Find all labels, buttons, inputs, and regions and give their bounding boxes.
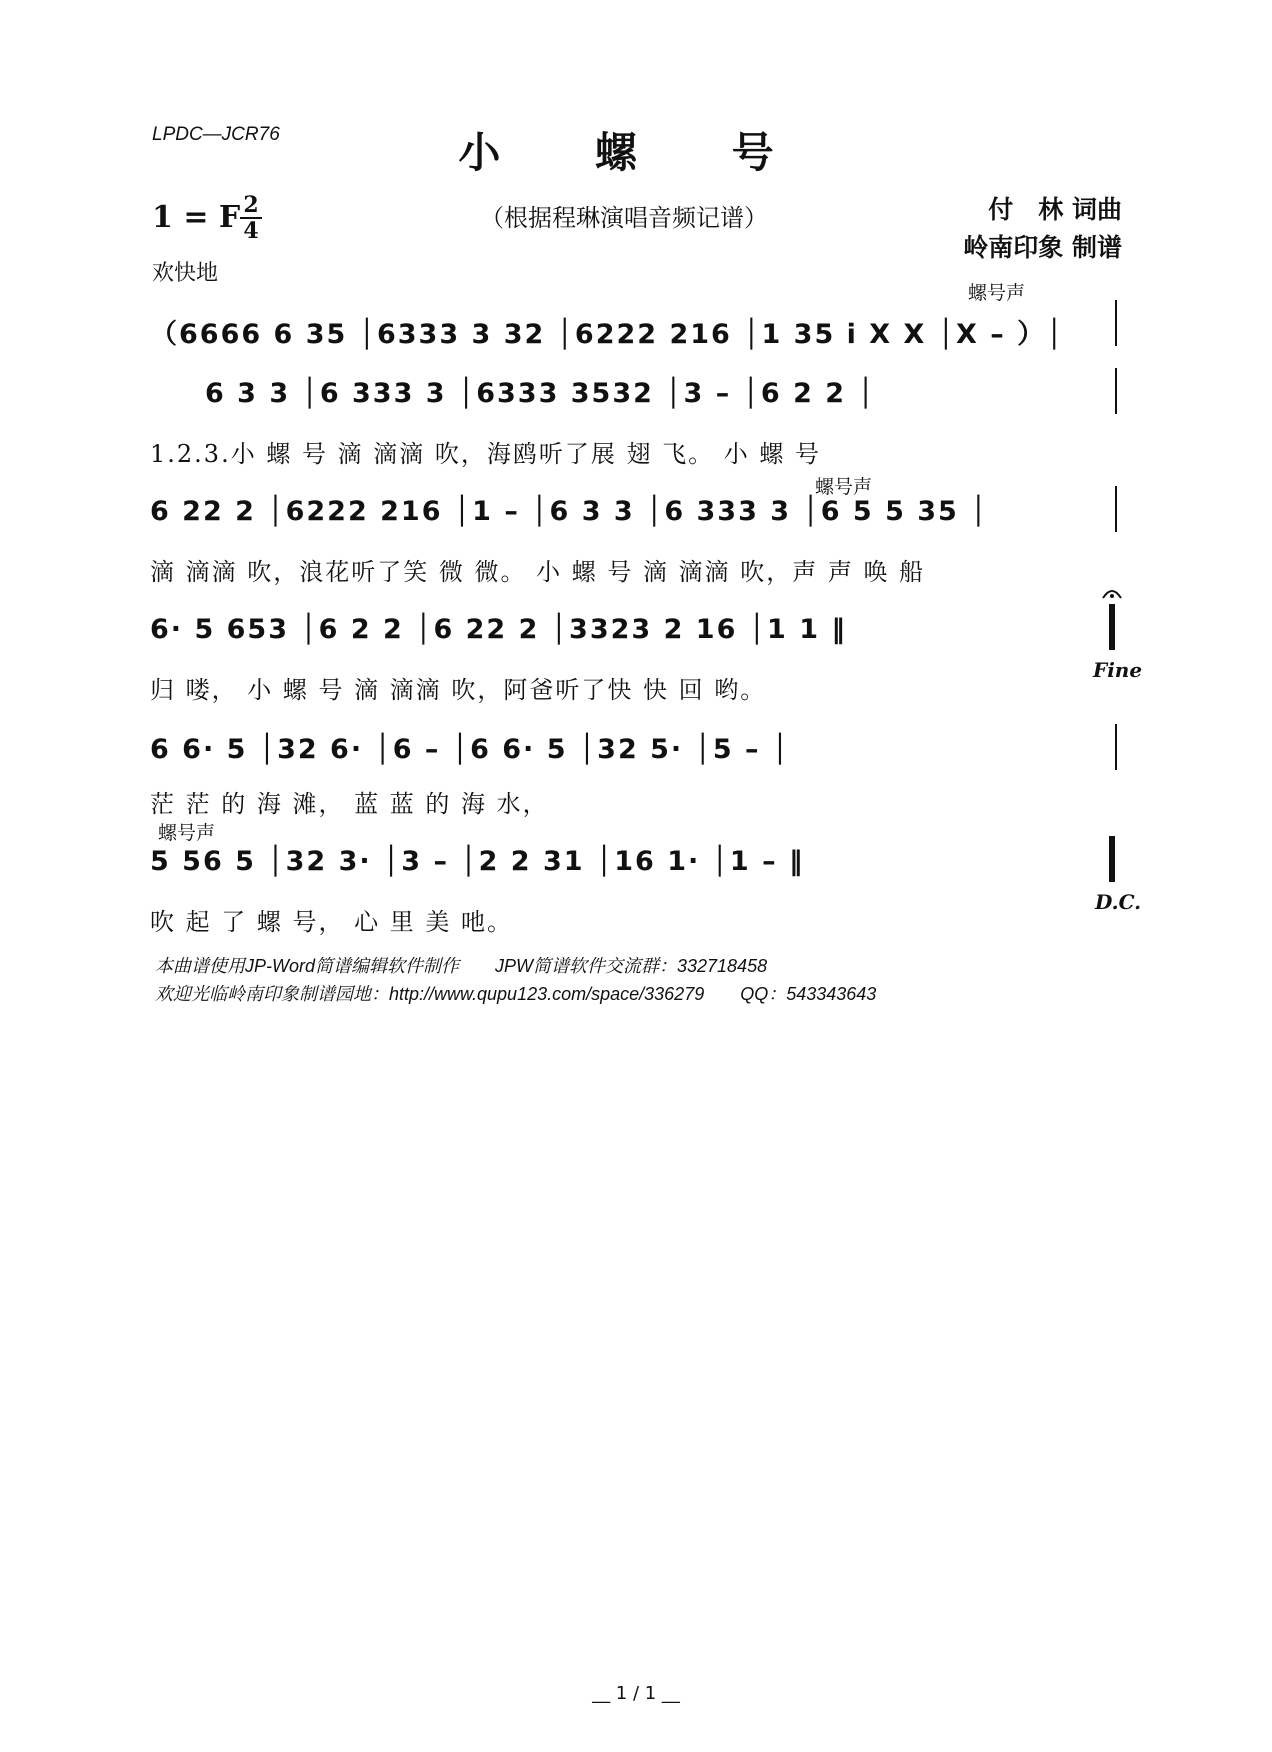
- score-line-5: 6 6· 5 │32 6· │6 – │6 6· 5 │32 5· │5 – │: [150, 734, 791, 765]
- score-line-6: 5 56 5 │32 3· │3 – │2 2 31 │16 1· │1 – ‖: [150, 846, 805, 877]
- subtitle: （根据程琳演唱音频记谱）: [480, 204, 768, 232]
- song-title: 小 螺 号: [458, 128, 814, 177]
- score-line-2: 6 3 3 │6 333 3 │6333 3532 │3 – │6 2 2 │: [205, 378, 876, 409]
- score-line-3: 6 22 2 │6222 216 │1 – │6 3 3 │6 333 3 │6 5 5 35 │: [150, 496, 989, 527]
- lyric-line-2: 1.2.3.小 螺 号 滴 滴滴 吹，海鸥听了展 翅 飞。 小 螺 号: [150, 440, 821, 468]
- lyric-line-3: 滴 滴滴 吹，浪花听了笑 微 微。 小 螺 号 滴 滴滴 吹，声 声 唤 船: [150, 558, 926, 586]
- lyric-line-6: 吹 起 了 螺 号， 心 里 美 吔。: [150, 908, 514, 936]
- tempo-marking: 欢快地: [152, 261, 219, 286]
- fine-marking: Fine: [1093, 658, 1143, 682]
- fermata-dot-icon: [1110, 594, 1114, 598]
- conch-sound-label-2: 螺号声: [815, 476, 873, 498]
- conch-sound-label: 螺号声: [968, 282, 1026, 304]
- lyricist-credit: 付 林 词曲: [988, 195, 1122, 224]
- lyric-line-5: 茫 茫 的 海 滩， 蓝 蓝 的 海 水，: [150, 790, 549, 818]
- dc-marking: D.C.: [1095, 890, 1142, 914]
- key-signature: 1 = F: [152, 200, 241, 235]
- conch-sound-label-3: 螺号声: [158, 822, 216, 844]
- footer-software: 本曲谱使用JP-Word简谱编辑软件制作 JPW简谱软件交流群：332718458: [155, 956, 768, 976]
- time-signature-top: 2: [243, 192, 259, 218]
- score-line-4: 6· 5 653 │6 2 2 │6 22 2 │3323 2 16 │1 1 ‖: [150, 614, 847, 645]
- page-number: __ 1 / 1 __: [592, 1683, 680, 1704]
- score-line-1: （6666 6 35 │6333 3 32 │6222 216 │1 35 i̇ X X │X – ）│: [150, 319, 1065, 350]
- time-signature-bottom: 4: [243, 218, 259, 244]
- notation-credit: 岭南印象 制谱: [963, 233, 1122, 262]
- lyric-line-4: 归 喽， 小 螺 号 滴 滴滴 吹，阿爸听了快 快 回 哟。: [150, 676, 767, 704]
- footer-site: 欢迎光临岭南印象制谱园地：http://www.qupu123.com/space/336279 QQ：543343643: [155, 984, 877, 1004]
- catalog-number: LPDC—JCR76: [152, 124, 280, 145]
